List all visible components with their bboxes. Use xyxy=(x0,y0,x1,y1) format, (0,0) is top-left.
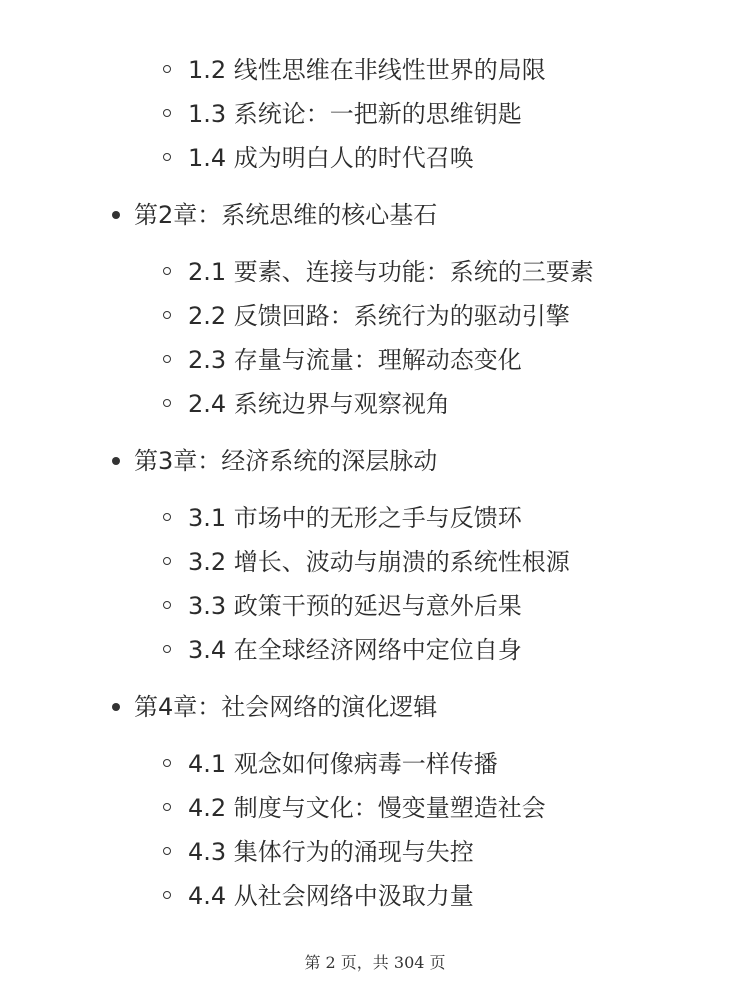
chapter-title: 第4章：社会网络的演化逻辑 xyxy=(134,693,438,721)
hollow-bullet-icon xyxy=(163,355,171,363)
filled-bullet-icon xyxy=(112,457,120,465)
chapter-title: 第2章：系统思维的核心基石 xyxy=(134,201,438,229)
list-item xyxy=(0,540,750,584)
list-item xyxy=(0,136,750,180)
section-title: 4.1 观念如何像病毒一样传播 xyxy=(188,750,498,778)
hollow-bullet-icon xyxy=(163,891,171,899)
hollow-bullet-icon xyxy=(163,601,171,609)
filled-bullet-icon xyxy=(112,703,120,711)
section-title: 2.4 系统边界与观察视角 xyxy=(188,390,450,418)
chapter-heading-3 xyxy=(0,439,750,483)
section-list-1 xyxy=(0,48,750,180)
list-item xyxy=(0,584,750,628)
list-item xyxy=(0,742,750,786)
section-title: 4.2 制度与文化：慢变量塑造社会 xyxy=(188,794,546,822)
section-title: 4.3 集体行为的涌现与失控 xyxy=(188,838,474,866)
hollow-bullet-icon xyxy=(163,803,171,811)
hollow-bullet-icon xyxy=(163,513,171,521)
page-number-footer: 第 2 页，共 304 页 xyxy=(304,953,446,972)
list-item xyxy=(0,830,750,874)
chapter-heading-2 xyxy=(0,193,750,237)
hollow-bullet-icon xyxy=(163,847,171,855)
hollow-bullet-icon xyxy=(163,759,171,767)
section-title: 2.3 存量与流量：理解动态变化 xyxy=(188,346,522,374)
list-item xyxy=(0,92,750,136)
section-title: 3.3 政策干预的延迟与意外后果 xyxy=(188,592,522,620)
section-title: 1.3 系统论：一把新的思维钥匙 xyxy=(188,100,522,128)
hollow-bullet-icon xyxy=(163,645,171,653)
hollow-bullet-icon xyxy=(163,557,171,565)
section-title: 4.4 从社会网络中汲取力量 xyxy=(188,882,474,910)
list-item xyxy=(0,786,750,830)
section-title: 3.1 市场中的无形之手与反馈环 xyxy=(188,504,522,532)
table-of-contents xyxy=(0,48,750,918)
section-title: 2.2 反馈回路：系统行为的驱动引擎 xyxy=(188,302,570,330)
list-item xyxy=(0,338,750,382)
section-title: 3.2 增长、波动与崩溃的系统性根源 xyxy=(188,548,570,576)
list-item xyxy=(0,628,750,672)
hollow-bullet-icon xyxy=(163,109,171,117)
hollow-bullet-icon xyxy=(163,399,171,407)
hollow-bullet-icon xyxy=(163,267,171,275)
section-title: 3.4 在全球经济网络中定位自身 xyxy=(188,636,522,664)
hollow-bullet-icon xyxy=(163,311,171,319)
list-item xyxy=(0,382,750,426)
filled-bullet-icon xyxy=(112,211,120,219)
list-item xyxy=(0,48,750,92)
section-title: 1.2 线性思维在非线性世界的局限 xyxy=(188,56,546,84)
section-list-4 xyxy=(0,742,750,918)
section-title: 2.1 要素、连接与功能：系统的三要素 xyxy=(188,258,594,286)
list-item xyxy=(0,294,750,338)
list-item xyxy=(0,874,750,918)
hollow-bullet-icon xyxy=(163,65,171,73)
chapter-title: 第3章：经济系统的深层脉动 xyxy=(134,447,438,475)
section-list-2 xyxy=(0,250,750,426)
list-item xyxy=(0,250,750,294)
list-item xyxy=(0,496,750,540)
hollow-bullet-icon xyxy=(163,153,171,161)
chapter-heading-4 xyxy=(0,685,750,729)
section-title: 1.4 成为明白人的时代召唤 xyxy=(188,144,474,172)
section-list-3 xyxy=(0,496,750,672)
